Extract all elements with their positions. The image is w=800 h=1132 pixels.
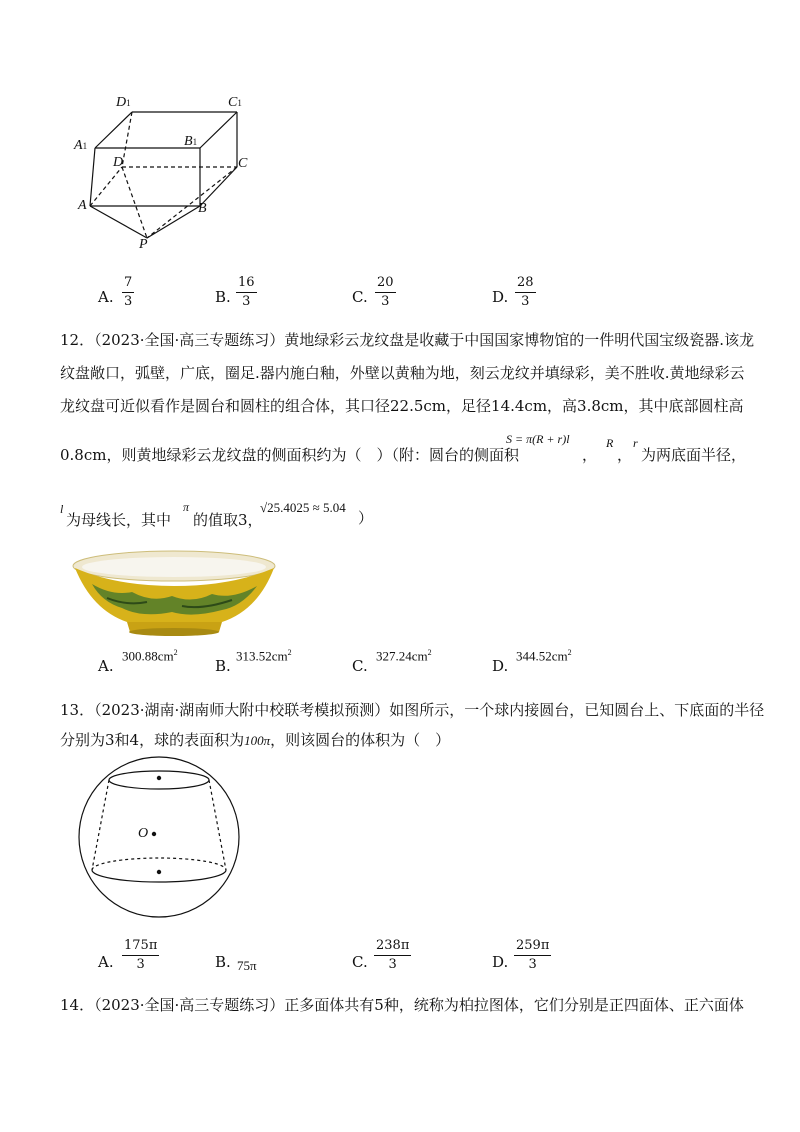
q12-option-b[interactable]: B. (215, 657, 231, 675)
q12-option-c[interactable]: C. (352, 657, 368, 675)
q12-option-c-value: $327.24cm^2$ (376, 648, 432, 664)
q13-option-b[interactable]: B. (215, 953, 231, 971)
q12-pi: π (183, 500, 190, 514)
dragon-plate-image (72, 548, 277, 638)
label-b: B (198, 201, 207, 216)
label-c: C (238, 156, 248, 171)
q12-option-a[interactable]: A. (98, 657, 114, 675)
q12-var-l: l (60, 502, 64, 516)
label-d1: D1 (116, 95, 131, 110)
prism-figure (60, 90, 270, 260)
q12-line-5a: 为母线长，其中 (66, 511, 172, 529)
q13-line-1: 13．（2023·湖南·湖南师大附中校联考模拟预测）如图所示，一个球内接圆台，已知圆台上、下底面的半径 (60, 701, 765, 719)
q11-option-b[interactable]: B. (215, 288, 231, 306)
q13-option-d[interactable]: D. (492, 953, 509, 971)
q12-sqrt: √25.4025 ≈ 5.04 (260, 500, 346, 515)
q12-var-r-big: R (606, 436, 614, 450)
q13-option-d-fraction: 259π 3 (516, 938, 550, 972)
q12-option-a-value: $300.88cm^2$ (122, 648, 178, 664)
q12-line-4: 0.8cm，则黄地绿彩云龙纹盘的侧面积约为（ ）（附：圆台的侧面积 (60, 446, 519, 464)
q12-line-5c: ） (358, 509, 374, 527)
q11-option-c[interactable]: C. (352, 288, 368, 306)
q12-comma-1: ， (582, 446, 598, 464)
label-a: A (78, 198, 87, 213)
q11-option-a[interactable]: A. (98, 288, 114, 306)
q12-var-r-small: r (633, 436, 638, 450)
sphere-frustum-figure (72, 750, 247, 925)
label-o: O (138, 826, 149, 841)
q12-line-4-end: 为两底面半径， (641, 446, 747, 464)
q13-option-a[interactable]: A. (98, 953, 114, 971)
q14-line-1: 14．（2023·全国·高三专题练习）正多面体共有5种，统称为柏拉图体，它们分别是正四面体、正六面体 (60, 996, 744, 1014)
q13-option-a-fraction: 175π 3 (124, 938, 158, 972)
q12-option-d-value: $344.52cm^2$ (516, 648, 572, 664)
q11-option-c-fraction: 20 3 (377, 275, 394, 309)
label-d: D (113, 155, 124, 170)
q11-option-b-fraction: 16 3 (238, 275, 255, 309)
q12-line-5b: 的值取3， (193, 511, 263, 529)
q13-option-c[interactable]: C. (352, 953, 368, 971)
label-b1: B1 (184, 134, 198, 149)
label-c1: C1 (228, 95, 242, 110)
q13-option-c-fraction: 238π 3 (376, 938, 410, 972)
q12-formula: S = π(R + r)l (506, 432, 570, 446)
q12-option-d[interactable]: D. (492, 657, 509, 675)
q12-line-3: 龙纹盘可近似看作是圆台和圆柱的组合体，其口径22.5cm，足径14.4cm，高3.8cm，其中底部圆柱高 (60, 397, 744, 415)
q12-line-1: 12．（2023·全国·高三专题练习）黄地绿彩云龙纹盘是收藏于中国国家博物馆的一件明代国宝级瓷器.该龙 (60, 331, 755, 349)
q11-option-d-fraction: 28 3 (517, 275, 534, 309)
q13-area: 100π (244, 733, 271, 748)
q12-comma-2: ， (617, 446, 633, 464)
label-p: P (139, 237, 148, 252)
label-a1: A1 (74, 138, 88, 153)
q11-option-a-fraction: 7 3 (124, 275, 133, 309)
q12-option-b-value: $313.52cm^2$ (236, 648, 292, 664)
q12-line-2: 纹盘敞口，弧壁，广底，圈足.器内施白釉，外壁以黄釉为地，刻云龙纹并填绿彩，美不胜收.黄地绿彩云 (60, 364, 745, 382)
q11-option-d[interactable]: D. (492, 288, 509, 306)
q13-line-2: 分别为3和4，球的表面积为100π，则该圆台的体积为（ ） (60, 731, 451, 749)
q13-option-b-value: 75π (237, 958, 257, 973)
